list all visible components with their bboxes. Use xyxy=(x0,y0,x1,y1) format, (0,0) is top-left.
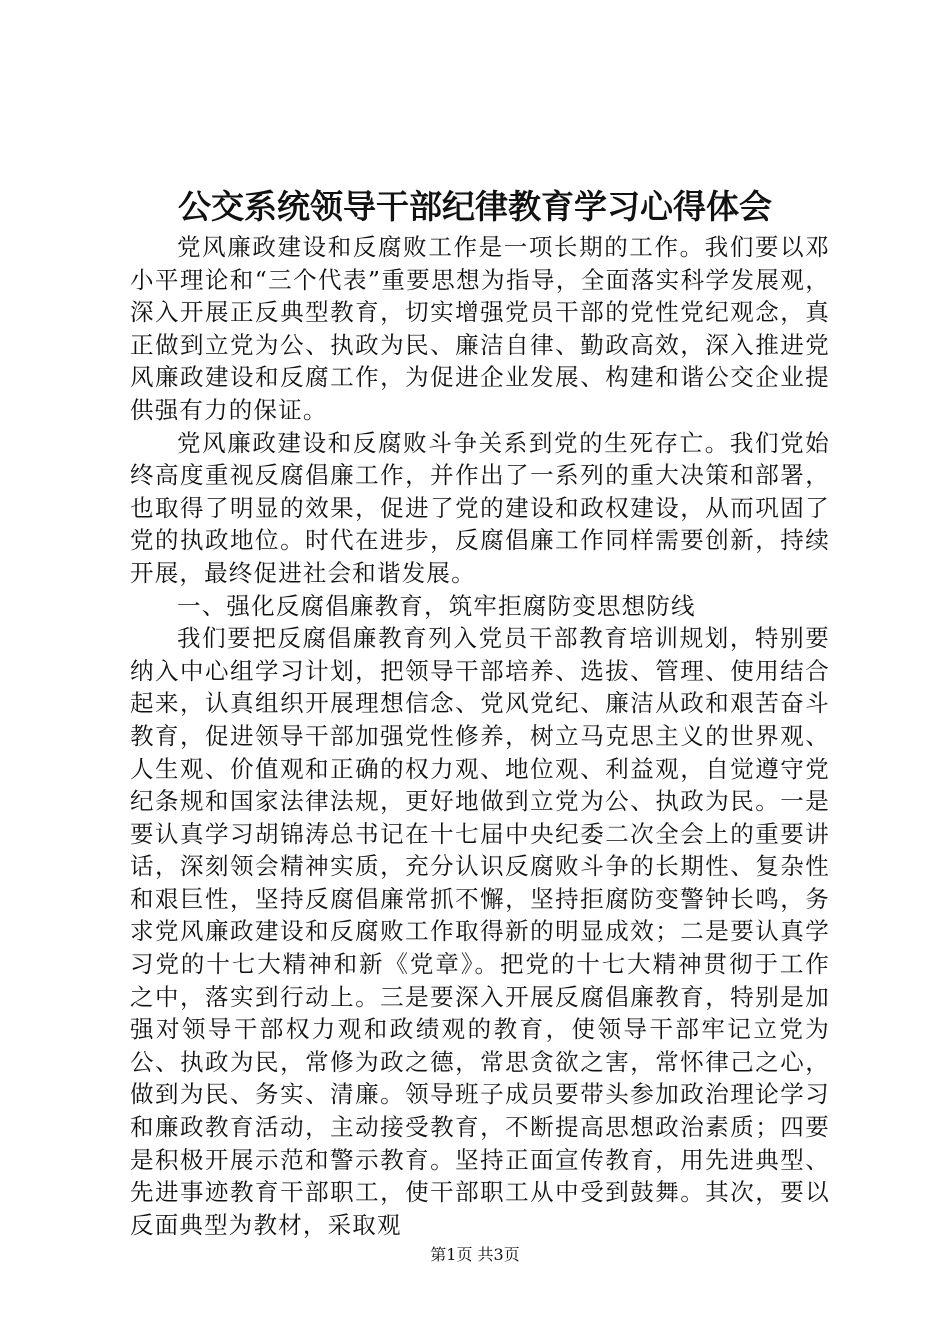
section-paragraph: 我们要把反腐倡廉教育列入党员干部教育培训规划，特别要纳入中心组学习计划，把领导干部培养、选拔、管理、使用结合起来，认真组织开展理想信念、党风党纪、廉洁从政和艰苦奋斗教育，促进领导干部加强党性修养，树立马克思主义的世界观、人生观、价值观和正确的权力观、地位观、利益观，自觉遵守党纪条规和国家法律法规，更好地做到立党为公、执政为民。一是要认真学习胡锦涛总书记在十七届中央纪委二次全会上的重要讲话，深刻领会精神实质，充分认识反腐败斗争的长期性、复杂性和艰巨性，坚持反腐倡廉常抓不懈，坚持拒腐防变警钟长鸣，务求党风廉政建设和反腐败工作取得新的明显成效；二是要认真学习党的十七大精神和新《党章》。把党的十七大精神贯彻于工作之中，落实到行动上。三是要深入开展反腐倡廉教育，特别是加强对领导干部权力观和政绩观的教育，使领导干部牢记立党为公、执政为民，常修为政之德，常思贪欲之害，常怀律己之心，做到为民、务实、清廉。领导班子成员要带头参加政治理论学习和廉政教育活动，主动接受教育，不断提高思想政治素质；四要是积极开展示范和警示教育。坚持正面宣传教育，用先进典型、先进事迹教育干部职工，使干部职工从中受到鼓舞。其次，要以反面典型为教材，采取观 xyxy=(130,624,830,1239)
page-number-footer: 第1页 共3页 xyxy=(430,1245,520,1264)
document-body xyxy=(130,231,830,1241)
paragraph-1: 党风廉政建设和反腐败工作是一项长期的工作。我们要以邓小平理论和“三个代表”重要思想为指导，全面落实科学发展观，深入开展正反典型教育，切实增强党员干部的党性党纪观念，真正做到立党为公、执政为民、廉洁自律、勤政高效，深入推进党风廉政建设和反腐工作，为促进企业发展、构建和谐公交企业提供强有力的保证。 xyxy=(130,233,830,424)
section-heading: 一、强化反腐倡廉教育，筑牢拒腐防变思想防线 xyxy=(177,591,696,620)
paragraph-2: 党风廉政建设和反腐败斗争关系到党的生死存亡。我们党始终高度重视反腐倡廉工作，并作出了一系列的重大决策和部署，也取得了明显的效果，促进了党的建设和政权建设，从而巩固了党的执政地位。时代在进步，反腐倡廉工作同样需要创新，持续开展，最终促进社会和谐发展。 xyxy=(130,428,830,587)
document-title: 公交系统领导干部纪律教育学习心得体会 xyxy=(178,187,772,226)
